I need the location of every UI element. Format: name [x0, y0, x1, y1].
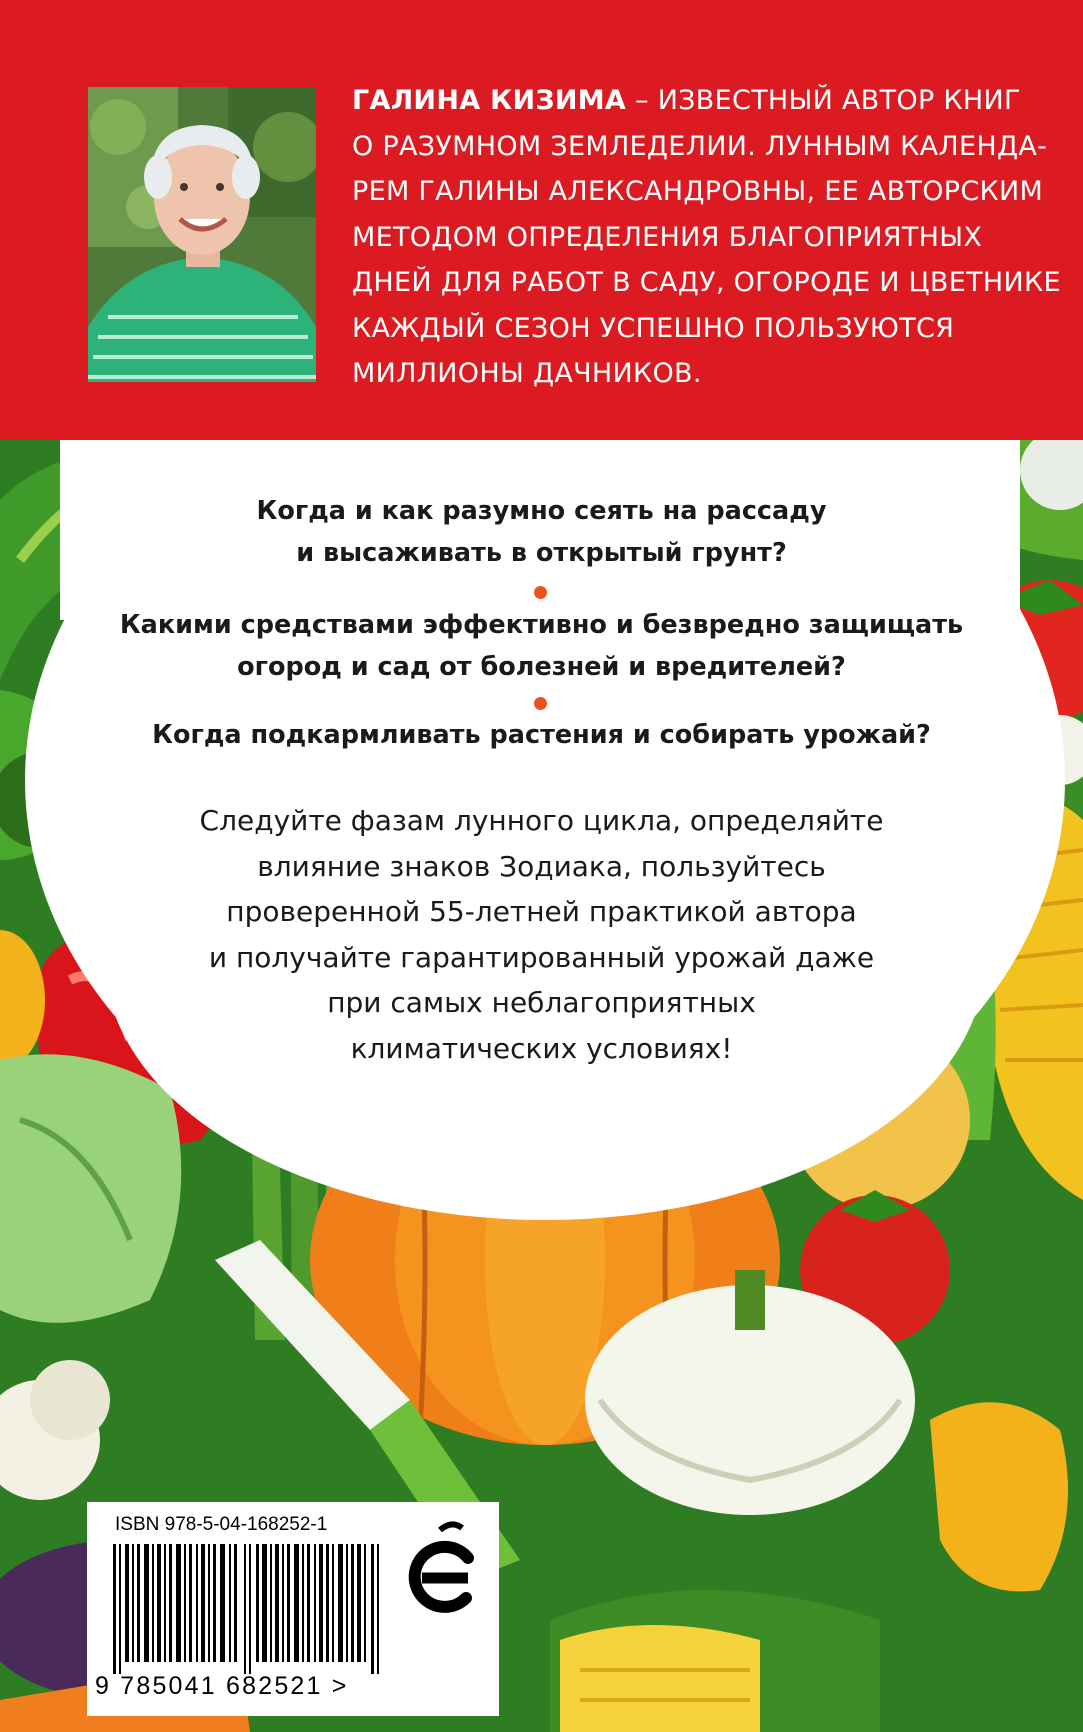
isbn-digits: 9 785041 682521 >: [95, 1672, 349, 1700]
question: [0, 714, 1083, 756]
bio-line: О РАЗУМНОМ ЗЕМЛЕДЕЛИИ. ЛУННЫМ КАЛЕНДА-: [352, 130, 1048, 162]
bullet-dot: [534, 697, 547, 710]
question-line: Какими средствами эффективно и безвредно защищать: [119, 610, 964, 640]
description-line: и получайте гарантированный урожай даже: [208, 940, 875, 974]
question: [0, 490, 1083, 574]
description-line: климатических условиях!: [350, 1031, 733, 1065]
question: [0, 604, 1083, 688]
author-photo: [88, 87, 316, 382]
bio-line: МЕТОДОМ ОПРЕДЕЛЕНИЯ БЛАГОПРИЯТНЫХ: [352, 221, 983, 253]
author-name: ГАЛИНА КИЗИМА: [352, 85, 627, 116]
description-line: влияние знаков Зодиака, пользуйтесь: [257, 849, 826, 883]
question-line: Когда и как разумно сеять на рассаду: [256, 496, 827, 526]
bio-line: – ИЗВЕСТНЫЙ АВТОР КНИГ: [626, 85, 1021, 116]
eksmo-e-logo-icon: [400, 1520, 480, 1630]
question-line: огород и сад от болезней и вредителей?: [237, 652, 846, 682]
author-header: [0, 0, 1083, 440]
description-line: проверенной 55-летней практикой автора: [226, 895, 857, 928]
bullet-dot: [534, 586, 547, 599]
bio-line: ДНЕЙ ДЛЯ РАБОТ В САДУ, ОГОРОДЕ И ЦВЕТНИКЕ: [352, 267, 1061, 298]
description: [0, 798, 1083, 1071]
barcode-bars: [101, 1544, 401, 1674]
bio-line: РЕМ ГАЛИНЫ АЛЕКСАНДРОВНЫ, ЕЕ АВТОРСКИМ: [352, 176, 1044, 207]
description-line: Следуйте фазам лунного цикла, определяйте: [199, 804, 884, 837]
bio-line: МИЛЛИОНЫ ДАЧНИКОВ.: [352, 358, 702, 389]
bio-line: КАЖДЫЙ СЕЗОН УСПЕШНО ПОЛЬЗУЮТСЯ: [352, 312, 955, 344]
isbn-label: ISBN 978-5-04-168252-1: [115, 1514, 328, 1535]
description-line: при самых неблагоприятных: [327, 986, 756, 1019]
question-line: Когда подкармливать растения и собирать урожай?: [152, 720, 931, 750]
author-bio: [352, 78, 1061, 397]
question-line: и высаживать в открытый грунт?: [296, 538, 787, 568]
back-cover-text: [0, 440, 1083, 1140]
